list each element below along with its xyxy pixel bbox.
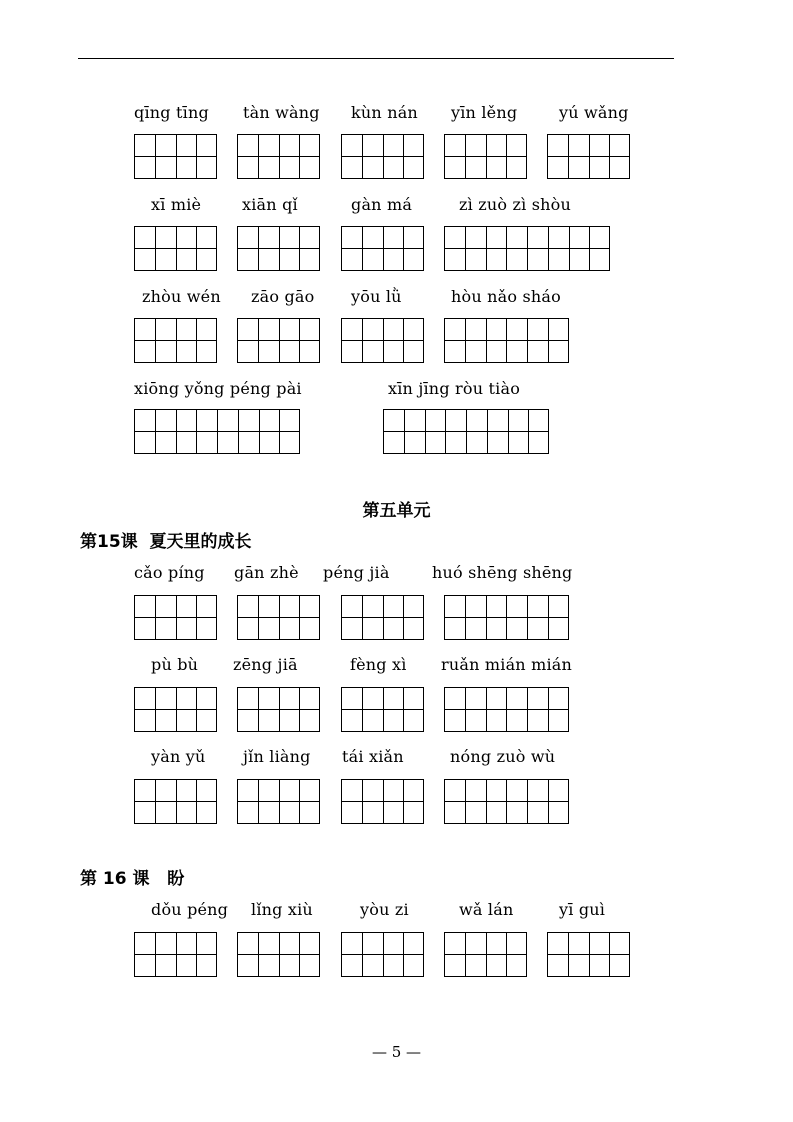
grid-cells [547,134,630,179]
writing-grid[interactable] [134,932,217,977]
pinyin-label: yī guì [559,900,606,919]
grid-cells [547,932,630,977]
pinyin-label: xī miè [151,195,202,214]
pinyin-label: pù bù [151,655,199,674]
pinyin-label: yàn yǔ [151,747,206,766]
grid-cells [237,687,320,732]
pinyin-label: hòu nǎo sháo [451,287,561,306]
pinyin-label: xiān qǐ [242,195,298,214]
pinyin-label: zhòu wén [142,287,221,306]
pinyin-label: lǐng xiù [251,900,313,919]
grid-cells [134,226,217,271]
writing-grid[interactable] [134,134,217,179]
grid-cells [444,932,527,977]
pinyin-label: tái xiǎn [342,747,404,766]
pinyin-label: wǎ lán [459,900,514,919]
writing-grid[interactable] [341,932,424,977]
pinyin-label: gān zhè [234,563,299,582]
grid-cells [444,226,610,271]
page-number: — 5 — [371,1043,422,1061]
writing-grid[interactable] [383,409,549,454]
grid-cells [444,687,569,732]
writing-grid[interactable] [444,687,569,732]
grid-cells [341,595,424,640]
grid-cells [341,779,424,824]
pinyin-label: zì zuò zì shòu [459,195,571,214]
writing-grid[interactable] [444,134,527,179]
grid-cells [237,134,320,179]
pinyin-label: péng jià [323,563,390,582]
writing-grid[interactable] [444,226,610,271]
writing-grid[interactable] [341,779,424,824]
writing-grid[interactable] [134,226,217,271]
grid-cells [237,226,320,271]
writing-grid[interactable] [237,134,320,179]
pinyin-label: yīn lěng [451,103,518,122]
header-rule [78,58,674,59]
grid-cells [341,226,424,271]
writing-grid[interactable] [134,409,300,454]
grid-cells [134,134,217,179]
pinyin-label: dǒu péng [151,900,229,919]
grid-cells [341,687,424,732]
pinyin-label: jǐn liàng [243,747,311,766]
pinyin-label: qīng tīng [134,103,209,122]
pinyin-label: ruǎn mián mián [441,655,573,674]
grid-cells [444,134,527,179]
writing-grid[interactable] [134,687,217,732]
writing-grid[interactable] [237,932,320,977]
pinyin-label: yú wǎng [559,103,629,122]
grid-cells [383,409,549,454]
pinyin-label: yòu zi [360,900,409,919]
grid-cells [341,134,424,179]
grid-cells [134,318,217,363]
writing-grid[interactable] [341,134,424,179]
writing-grid[interactable] [444,595,569,640]
writing-grid[interactable] [134,779,217,824]
writing-grid[interactable] [444,318,569,363]
grid-cells [237,779,320,824]
lesson-15-title: 第15课 夏天里的成长 [80,532,252,552]
pinyin-label: zēng jiā [233,655,298,674]
writing-grid[interactable] [237,687,320,732]
writing-grid[interactable] [134,318,217,363]
pinyin-label: zāo gāo [251,287,315,306]
grid-cells [237,318,320,363]
pinyin-label: tàn wàng [243,103,320,122]
grid-cells [444,779,569,824]
pinyin-label: kùn nán [351,103,418,122]
writing-grid[interactable] [547,134,630,179]
grid-cells [237,932,320,977]
writing-grid[interactable] [134,595,217,640]
grid-cells [134,595,217,640]
pinyin-label: xīn jīng ròu tiào [388,379,521,398]
writing-grid[interactable] [341,318,424,363]
writing-grid[interactable] [341,226,424,271]
grid-cells [134,779,217,824]
pinyin-label: gàn má [351,195,413,214]
pinyin-label: yōu lǜ [351,287,402,306]
writing-grid[interactable] [444,779,569,824]
grid-cells [341,932,424,977]
writing-grid[interactable] [444,932,527,977]
pinyin-label: xiōng yǒng péng pài [134,379,302,398]
lesson-16-title: 第 16 课 盼 [80,869,185,889]
grid-cells [134,409,300,454]
pinyin-label: huó shēng shēng [432,563,573,582]
grid-cells [237,595,320,640]
grid-cells [444,595,569,640]
grid-cells [134,687,217,732]
writing-grid[interactable] [237,779,320,824]
pinyin-label: cǎo píng [134,563,205,582]
pinyin-label: fèng xì [350,655,407,674]
unit-title: 第五单元 [362,501,431,521]
grid-cells [134,932,217,977]
grid-cells [444,318,569,363]
pinyin-label: nóng zuò wù [450,747,556,766]
writing-grid[interactable] [237,226,320,271]
writing-grid[interactable] [547,932,630,977]
writing-grid[interactable] [237,595,320,640]
writing-grid[interactable] [237,318,320,363]
writing-grid[interactable] [341,595,424,640]
writing-grid[interactable] [341,687,424,732]
grid-cells [341,318,424,363]
